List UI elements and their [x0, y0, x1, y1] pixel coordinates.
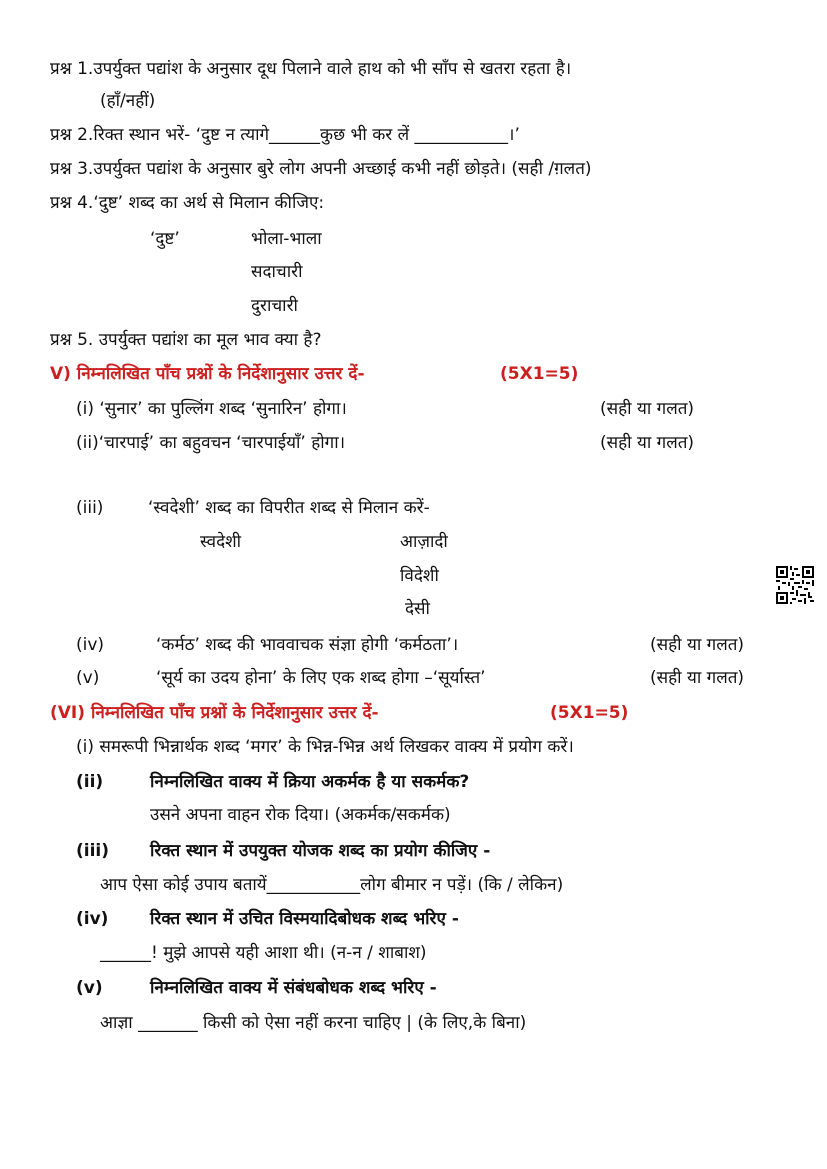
section-6-marks: (5X1=5)	[550, 703, 629, 723]
s6-i-text: (i) समरूपी भिन्नार्थक शब्द ‘मगर’ के भिन्न-भिन्न अर्थ लिखकर वाक्य में प्रयोग करें।	[76, 737, 574, 757]
s5-iv-text: ‘कर्मठ’ शब्द की भाववाचक संज्ञा होगी ‘कर्मठता’।	[156, 635, 459, 655]
s5-i-text: (i) ‘सुनार’ का पुल्लिंग शब्द ‘सुनारिन’ होगा।	[76, 399, 347, 419]
s5-iii-text: ‘स्वदेशी’ शब्द का विपरीत शब्द से मिलान करें-	[148, 498, 430, 518]
q5-text: प्रश्न 5. उपर्युक्त पद्यांश का मूल भाव क्या है?	[50, 330, 322, 350]
s6-iv-title: रिक्त स्थान में उचित विस्मयादिबोधक शब्द भरिए -	[150, 909, 459, 929]
q4-choice-1: भोला-भाला	[251, 229, 322, 249]
s5-v-option: (सही या गलत)	[650, 668, 745, 688]
s5-ii-option: (सही या गलत)	[600, 433, 695, 453]
s6-v-line: आज्ञा _______ किसी को ऐसा नहीं करना चाहिए | (के लिए,के बिना)	[100, 1013, 527, 1033]
q4-choice-3: दुराचारी	[251, 296, 298, 316]
section-5-heading: V) निम्नलिखित पाँच प्रश्नों के निर्देशानुसार उत्तर दें-	[50, 364, 365, 384]
s6-iii-title: रिक्त स्थान में उपयुक्त योजक शब्द का प्रयोग कीजिए -	[150, 841, 491, 861]
q4-choice-2: सदाचारी	[251, 262, 303, 282]
s5-iv-number: (iv)	[76, 635, 105, 655]
s6-iii-line: आप ऐसा कोई उपाय बतायें___________लोग बीमार न पड़ें। (कि / लेकिन)	[100, 875, 564, 895]
s5-iv-option: (सही या गलत)	[650, 635, 745, 655]
q2-text: प्रश्न 2.रिक्त स्थान भरें- ‘दुष्ट न त्यागे______कुछ भी कर लें ___________।’	[50, 125, 520, 145]
q4-word: ‘दुष्ट’	[150, 229, 180, 249]
section-5-marks: (5X1=5)	[500, 364, 579, 384]
s5-iii-choice-2: विदेशी	[400, 566, 439, 586]
s5-iii-number: (iii)	[76, 498, 104, 518]
section-6-heading: (VI) निम्नलिखित पाँच प्रश्नों के निर्देशानुसार उत्तर दें-	[50, 703, 379, 723]
s6-ii-number: (ii)	[76, 772, 104, 792]
q1-options: (हाँ/नहीं)	[100, 91, 156, 111]
s5-iii-choice-3: देसी	[405, 599, 430, 619]
s5-iii-choice-1: आज़ादी	[400, 532, 448, 552]
q3-text: प्रश्न 3.उपर्युक्त पद्यांश के अनुसार बुरे लोग अपनी अच्छाई कभी नहीं छोड़ते। (सही /ग़लत)	[50, 159, 592, 179]
s6-iv-line: ______! मुझे आपसे यही आशा थी। (न-न / शाबाश)	[100, 943, 427, 963]
s5-v-text: ‘सूर्य का उदय होना’ के लिए एक शब्द होगा –‘सूर्यास्त’	[156, 668, 486, 688]
s6-v-title: निम्नलिखित वाक्य में संबंधबोधक शब्द भरिए -	[150, 978, 437, 998]
s6-ii-title: निम्नलिखित वाक्य में क्रिया अकर्मक है या सकर्मक?	[150, 772, 470, 792]
s5-iii-word: स्वदेशी	[200, 532, 242, 552]
qr-code-icon	[776, 566, 814, 604]
q1-text: प्रश्न 1.उपर्युक्त पद्यांश के अनुसार दूध पिलाने वाले हाथ को भी साँप से खतरा रहता है।	[50, 59, 572, 79]
s6-iv-number: (iv)	[76, 909, 109, 929]
s5-v-number: (v)	[76, 668, 100, 688]
s6-ii-line: उसने अपना वाहन रोक दिया। (अकर्मक/सकर्मक)	[150, 805, 451, 825]
s5-i-option: (सही या गलत)	[600, 399, 695, 419]
q4-text: प्रश्न 4.‘दुष्ट’ शब्द का अर्थ से मिलान कीजिए:	[50, 193, 325, 213]
s5-ii-text: (ii)‘चारपाई’ का बहुवचन ‘चारपाईयाँ’ होगा।	[76, 433, 346, 453]
s6-v-number: (v)	[76, 978, 103, 998]
s6-iii-number: (iii)	[76, 841, 110, 861]
